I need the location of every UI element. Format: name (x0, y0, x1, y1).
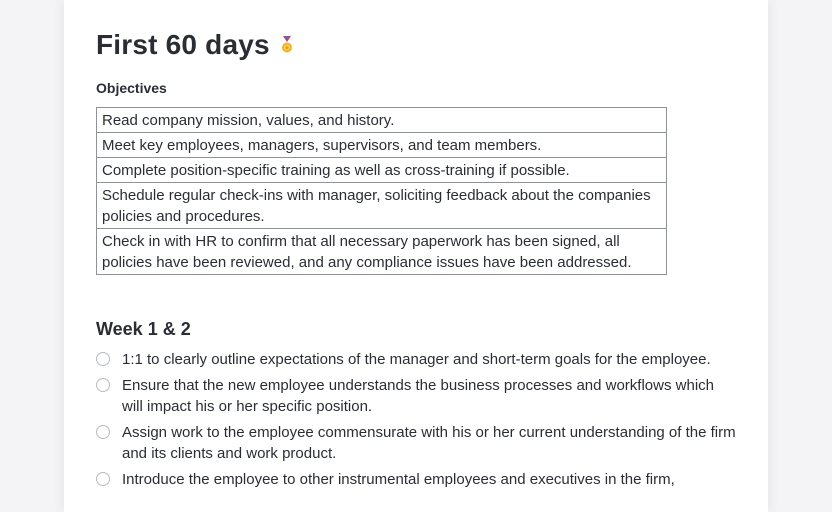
table-row[interactable] (97, 158, 667, 183)
checklist-item-text[interactable]: Ensure that the new employee understands the business processes and workflows which will impact his or her specific position. (122, 377, 714, 415)
checklist-item (96, 375, 736, 417)
objectives-label: Objectives (96, 80, 167, 96)
checklist-item-text[interactable]: Assign work to the employee commensurate with his or her current understanding of the firm and its clients and work product. (122, 424, 736, 462)
checkbox[interactable] (96, 352, 110, 366)
checkbox[interactable] (96, 378, 110, 392)
medal-icon (280, 28, 294, 62)
checklist-item (96, 469, 736, 490)
checklist-item-text[interactable]: 1:1 to clearly outline expectations of the manager and short-term goals for the employee. (122, 351, 711, 368)
checkbox[interactable] (96, 425, 110, 439)
table-row[interactable] (97, 108, 667, 133)
page-title[interactable] (96, 28, 294, 64)
document-page (64, 0, 768, 512)
checklist-item-text[interactable]: Introduce the employee to other instrumental employees and executives in the firm, (122, 471, 675, 488)
week-heading[interactable]: Week 1 & 2 (96, 319, 191, 339)
table-cell[interactable]: Schedule regular check-ins with manager, soliciting feedback about the companies policies and procedures. (97, 183, 667, 229)
objectives-table[interactable] (96, 107, 667, 275)
table-cell[interactable]: Meet key employees, managers, supervisors, and team members. (97, 133, 667, 158)
checklist-item (96, 349, 736, 370)
page-title-text: First 60 days (96, 29, 270, 60)
checklist (96, 349, 736, 495)
table-cell[interactable]: Check in with HR to confirm that all necessary paperwork has been signed, all policies have been reviewed, and any compliance issues have been addressed. (97, 229, 667, 275)
checkbox[interactable] (96, 472, 110, 486)
table-row[interactable] (97, 133, 667, 158)
table-cell[interactable]: Complete position-specific training as well as cross-training if possible. (97, 158, 667, 183)
checklist-item (96, 422, 736, 464)
table-cell[interactable]: Read company mission, values, and history. (97, 108, 667, 133)
table-row[interactable] (97, 183, 667, 229)
table-row[interactable] (97, 229, 667, 275)
